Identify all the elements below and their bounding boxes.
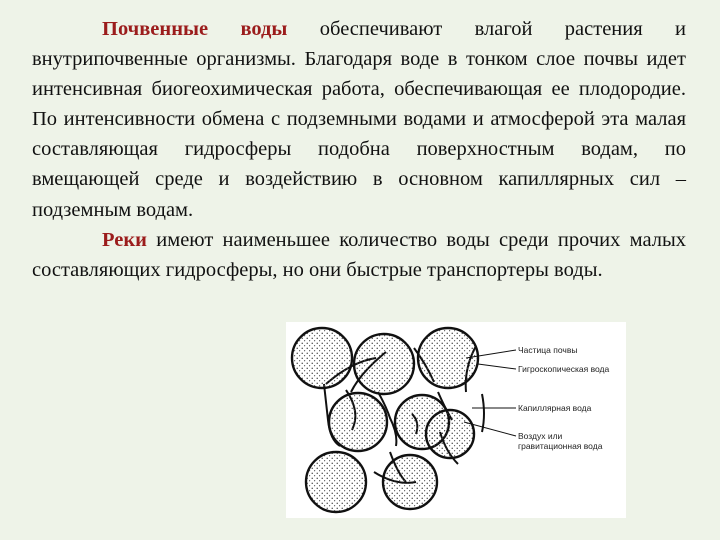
term-soil-water: Почвенные воды — [102, 18, 288, 40]
label-capillary: Капиллярная вода — [518, 403, 592, 413]
text-block — [32, 14, 686, 285]
label-particle: Частица почвы — [518, 345, 578, 355]
paragraph-soil-water — [32, 14, 686, 225]
label-hygroscopic: Гигроскопическая вода — [518, 364, 610, 374]
term-rivers: Реки — [102, 228, 147, 251]
label-air-line1: Воздух или — [518, 431, 563, 441]
label-air-line2: гравитационная вода — [518, 441, 603, 451]
paragraph-rivers — [32, 225, 686, 285]
paragraph-rivers-text: имеют наименьшее количество воды среди прочих малых составляющих гидросферы, но они быстрые транспортеры воды. — [32, 228, 686, 281]
paragraph-soil-water-text: обеспечивают влагой растения и внутрипочвенные организмы. Благодаря воде в тонком слое почвы идет интенсивная биогеохимическая работа, обеспечивающая ее плодородие. По интенсивности обмена с подземными водами и атмосферой эта малая составляющая гидросферы подобна поверхностным водам, по вмещающей среде и воздействию в основном капиллярных сил – подземным водам. — [32, 18, 686, 221]
soil-water-diagram — [286, 322, 626, 518]
